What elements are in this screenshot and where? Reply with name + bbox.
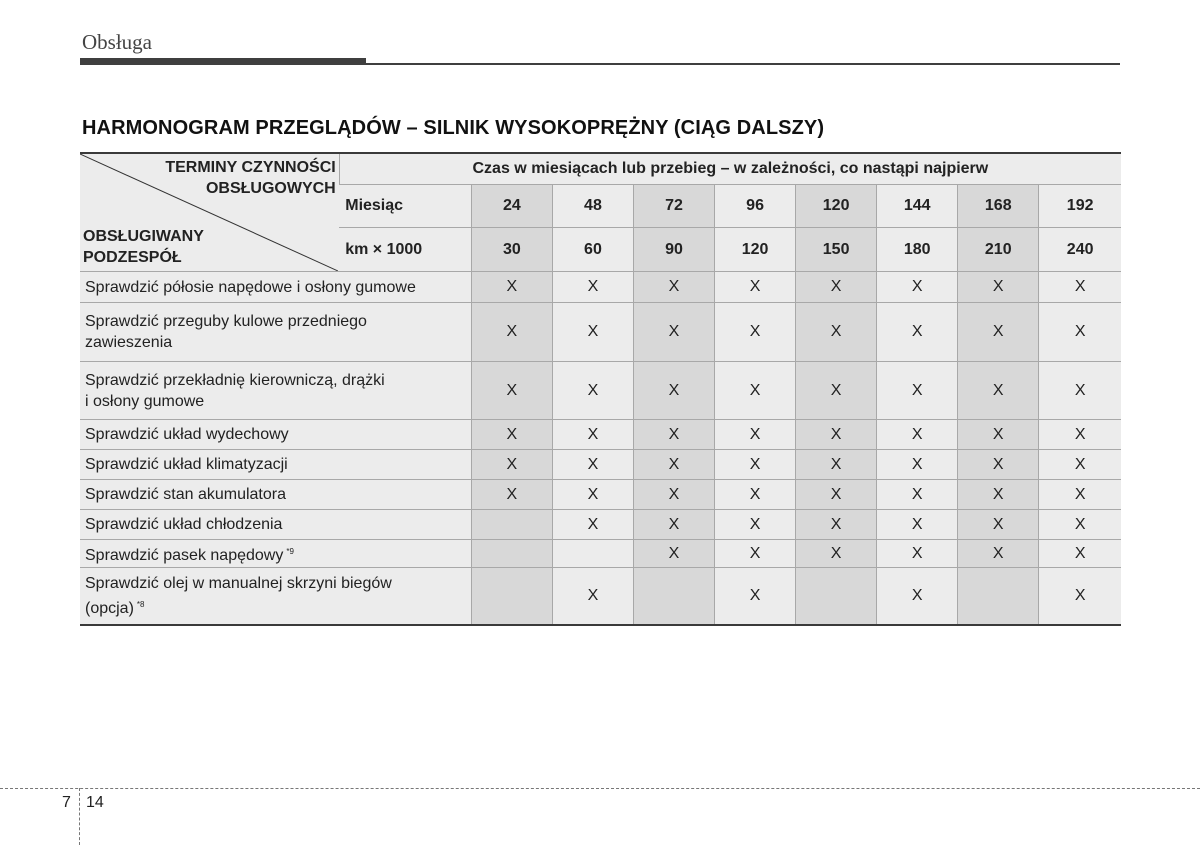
schedule-mark-cell: X (633, 362, 714, 420)
component-label-line1: Sprawdzić olej w manualnej skrzyni biegów (85, 574, 392, 592)
component-label (80, 362, 471, 420)
table-corner-header (80, 153, 339, 272)
schedule-mark-cell: X (552, 362, 633, 420)
schedule-mark-cell: X (471, 420, 552, 450)
schedule-mark-cell: X (552, 480, 633, 510)
km-value: 180 (877, 228, 958, 272)
month-value: 120 (796, 184, 877, 228)
schedule-mark-cell: X (552, 303, 633, 362)
component-label-line1: Sprawdzić pasek napędowy (85, 547, 284, 564)
schedule-mark-cell: X (471, 272, 552, 303)
component-label-line1: Sprawdzić stan akumulatora (85, 486, 286, 503)
schedule-mark-cell: X (633, 303, 714, 362)
schedule-mark-cell: X (471, 450, 552, 480)
schedule-mark-cell: X (552, 450, 633, 480)
schedule-mark-cell: X (1039, 303, 1121, 362)
header-rule (366, 63, 1120, 65)
schedule-mark-cell: X (796, 303, 877, 362)
schedule-mark-cell: X (958, 540, 1039, 568)
component-label (80, 420, 471, 450)
month-value: 168 (958, 184, 1039, 228)
km-value: 90 (633, 228, 714, 272)
component-label-line1: Sprawdzić przekładnię kierowniczą, drążki (85, 371, 385, 389)
schedule-mark-cell: X (877, 420, 958, 450)
table-row (80, 510, 1121, 540)
corner-top-line2: OBSŁUGOWYCH (205, 180, 336, 197)
schedule-mark-cell: X (1039, 272, 1121, 303)
component-label (80, 568, 471, 625)
component-label (80, 480, 471, 510)
schedule-mark-cell: X (552, 510, 633, 540)
component-label (80, 510, 471, 540)
table-row (80, 540, 1121, 568)
schedule-mark-cell: X (877, 272, 958, 303)
schedule-mark-cell: X (1039, 362, 1121, 420)
schedule-mark-cell: X (1039, 420, 1121, 450)
table-row (80, 450, 1121, 480)
schedule-mark-cell: X (715, 450, 796, 480)
component-label-line2: i osłony gumowe (85, 392, 205, 410)
section-header: Obsługa (82, 30, 152, 54)
month-value: 144 (877, 184, 958, 228)
schedule-mark-cell: X (796, 420, 877, 450)
schedule-mark-cell: X (958, 480, 1039, 510)
component-label (80, 450, 471, 480)
schedule-mark-cell: X (471, 480, 552, 510)
schedule-mark-cell: X (552, 420, 633, 450)
component-label-line1: Sprawdzić półosie napędowe i osłony gumowe (85, 278, 416, 296)
footnote-marker: *8 (136, 599, 145, 609)
corner-top-label (165, 157, 335, 199)
schedule-mark-cell: X (796, 272, 877, 303)
table-row (80, 480, 1121, 510)
schedule-mark-cell: X (958, 510, 1039, 540)
schedule-mark-cell: X (877, 303, 958, 362)
corner-bottom-line2: PODZESPÓŁ (83, 249, 182, 266)
schedule-mark-cell: X (877, 540, 958, 568)
schedule-mark-cell: X (877, 362, 958, 420)
schedule-mark-cell: X (877, 568, 958, 625)
km-value: 30 (471, 228, 552, 272)
component-label-line1: Sprawdzić układ chłodzenia (85, 516, 283, 533)
km-value: 240 (1039, 228, 1121, 272)
month-label: Miesiąc (339, 184, 471, 228)
schedule-mark-cell: X (1039, 450, 1121, 480)
component-label-line2: (opcja) (85, 599, 134, 617)
month-value: 192 (1039, 184, 1121, 228)
schedule-mark-cell: X (1039, 540, 1121, 568)
schedule-mark-cell: X (877, 510, 958, 540)
table-row (80, 420, 1121, 450)
component-label-line1: Sprawdzić układ wydechowy (85, 426, 289, 443)
header-bar (80, 58, 366, 65)
schedule-mark-cell: X (633, 420, 714, 450)
component-label (80, 540, 471, 568)
schedule-mark-cell: X (958, 420, 1039, 450)
table-row (80, 568, 1121, 625)
schedule-mark-cell: X (471, 362, 552, 420)
schedule-mark-cell (471, 568, 552, 625)
schedule-mark-cell: X (877, 480, 958, 510)
corner-top-line1: TERMINY CZYNNOŚCI (165, 159, 336, 176)
schedule-mark-cell: X (958, 362, 1039, 420)
schedule-mark-cell (471, 510, 552, 540)
maintenance-schedule-table (80, 152, 1121, 626)
month-value: 72 (633, 184, 714, 228)
component-label (80, 303, 471, 362)
page-number: 14 (86, 794, 104, 811)
schedule-mark-cell: X (796, 480, 877, 510)
schedule-mark-cell (471, 540, 552, 568)
schedule-mark-cell: X (633, 272, 714, 303)
month-value: 96 (715, 184, 796, 228)
schedule-mark-cell: X (633, 480, 714, 510)
schedule-mark-cell (796, 568, 877, 625)
km-value: 210 (958, 228, 1039, 272)
footer-vertical-divider (79, 788, 80, 845)
component-label-line1: Sprawdzić układ klimatyzacji (85, 456, 288, 473)
km-value: 150 (796, 228, 877, 272)
month-value: 48 (552, 184, 633, 228)
schedule-mark-cell: X (715, 540, 796, 568)
interval-span-header: Czas w miesiącach lub przebieg – w zależności, co nastąpi najpierw (339, 153, 1121, 184)
schedule-mark-cell: X (796, 540, 877, 568)
schedule-mark-cell: X (796, 362, 877, 420)
schedule-mark-cell: X (715, 568, 796, 625)
km-label: km × 1000 (339, 228, 471, 272)
corner-bottom-label (83, 226, 204, 268)
schedule-mark-cell: X (1039, 510, 1121, 540)
schedule-mark-cell: X (958, 450, 1039, 480)
chapter-number: 7 (62, 794, 71, 811)
schedule-mark-cell: X (796, 450, 877, 480)
footer-divider (0, 788, 1200, 789)
schedule-mark-cell: X (715, 420, 796, 450)
schedule-mark-cell: X (1039, 480, 1121, 510)
month-value: 24 (471, 184, 552, 228)
component-label (80, 272, 471, 303)
schedule-mark-cell: X (633, 540, 714, 568)
km-value: 120 (715, 228, 796, 272)
schedule-mark-cell (552, 540, 633, 568)
component-label-line1: Sprawdzić przeguby kulowe przedniego (85, 313, 367, 330)
schedule-mark-cell: X (633, 450, 714, 480)
schedule-mark-cell: X (715, 480, 796, 510)
schedule-mark-cell: X (1039, 568, 1121, 625)
table-row (80, 303, 1121, 362)
schedule-mark-cell (633, 568, 714, 625)
schedule-mark-cell: X (471, 303, 552, 362)
schedule-mark-cell: X (715, 362, 796, 420)
schedule-mark-cell: X (715, 510, 796, 540)
component-label-line2: zawieszenia (85, 334, 173, 351)
km-value: 60 (552, 228, 633, 272)
page-title: HARMONOGRAM PRZEGLĄDÓW – SILNIK WYSOKOPRĘŻNY (CIĄG DALSZY) (82, 117, 825, 139)
schedule-mark-cell (958, 568, 1039, 625)
schedule-mark-cell: X (958, 272, 1039, 303)
footnote-marker: *9 (286, 547, 294, 556)
table-row (80, 362, 1121, 420)
schedule-mark-cell: X (552, 568, 633, 625)
schedule-mark-cell: X (796, 510, 877, 540)
schedule-mark-cell: X (958, 303, 1039, 362)
corner-bottom-line1: OBSŁUGIWANY (83, 228, 204, 245)
table-row (80, 272, 1121, 303)
schedule-mark-cell: X (715, 303, 796, 362)
schedule-mark-cell: X (552, 272, 633, 303)
schedule-mark-cell: X (715, 272, 796, 303)
schedule-mark-cell: X (877, 450, 958, 480)
schedule-mark-cell: X (633, 510, 714, 540)
